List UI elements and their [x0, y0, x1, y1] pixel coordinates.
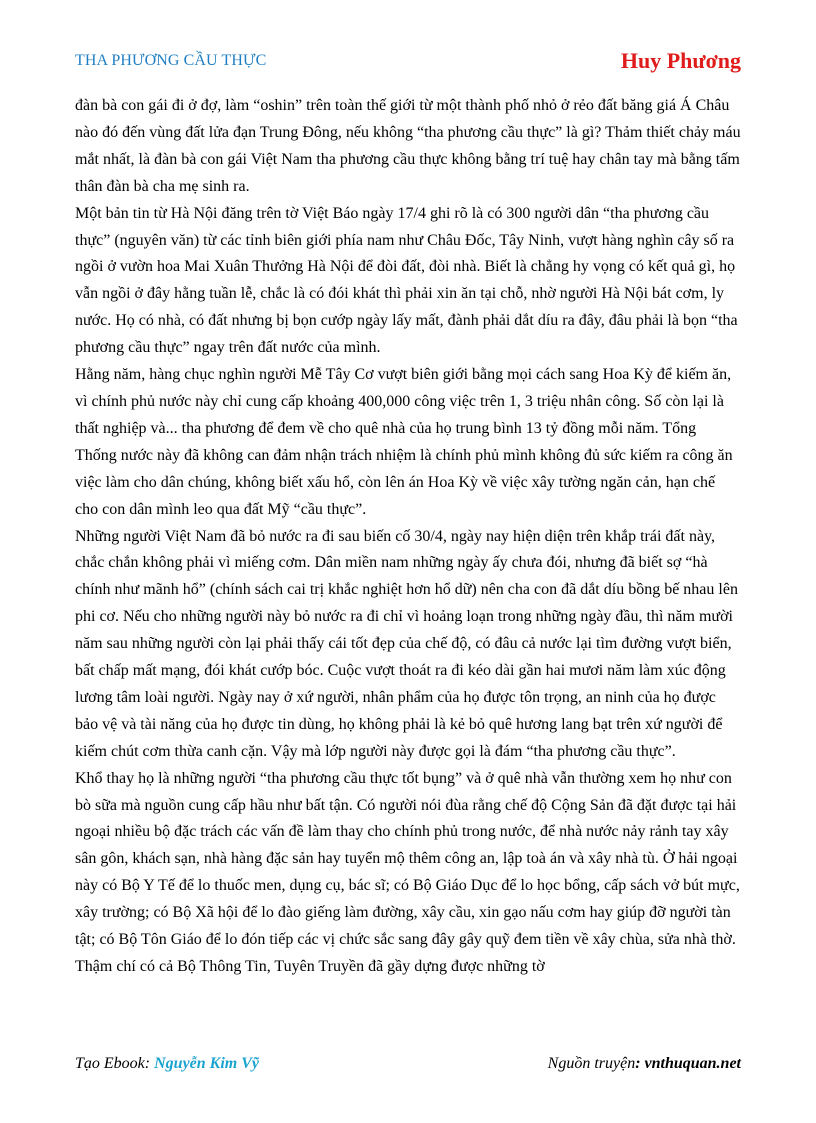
- page-header: [75, 48, 741, 76]
- page-body: [75, 93, 741, 981]
- ebook-creator-name: Nguyễn Kim Vỹ: [154, 1055, 259, 1072]
- ebook-separator: :: [144, 1055, 155, 1072]
- ebook-label: Tạo Ebook: [75, 1055, 145, 1072]
- page-footer: [75, 1055, 741, 1077]
- author-name: Huy Phương: [620, 48, 741, 73]
- paragraph: Những người Việt Nam đã bỏ nước ra đi sau biến cố 30/4, ngày nay hiện diện trên khắp trái đất này, chắc chắn không phải vì miếng cơm. Dân miền nam những ngày ấy chưa đói, nhưng đã biết sợ “hà chính như mãnh hổ” (chính sách cai trị khắc nghiệt hơn hổ dữ) nên cha con đã dắt díu bồng bế nhau lên phi cơ. Nếu cho những người này bỏ nước ra đi chỉ vì hoảng loạn trong những ngày đầu, thì năm mười năm sau những người còn lại phải thấy cái tốt đẹp của chế độ, có đâu cả nước lại tìm đường vượt biển, bất chấp mất mạng, đói khát cướp bóc. Cuộc vượt thoát ra đi kéo dài gần hai mươi năm làm xúc động lương tâm loài người. Ngày nay ở xứ người, nhân phẩm của họ được tôn trọng, an ninh của họ được bảo vệ và tài năng của họ được tin dùng, họ không phải là kẻ bỏ quê hương lang bạt trên xứ người để kiếm chút cơm thừa canh cặn. Vậy mà lớp người này được gọi là đám “tha phương cầu thực”.: [75, 527, 738, 760]
- paragraph: Một bản tin từ Hà Nội đăng trên tờ Việt Báo ngày 17/4 ghi rõ là có 300 người dân “tha phương cầu thực” (nguyên văn) từ các tỉnh biên giới phía nam như Châu Đốc, Tây Ninh, vượt hàng nghìn cây số ra ngồi ở vườn hoa Mai Xuân Thưởng Hà Nội để đòi đất, đòi nhà. Biết là chẳng hy vọng có kết quả gì, họ vẫn ngồi ở đây hằng tuần lễ, chắc là có đói khát thì phải xin ăn tại chỗ, nhờ người Hà Nội bát cơm, ly nước. Họ có nhà, có đất nhưng bị bọn cướp ngày lấy mất, đành phải dắt díu ra đây, đâu phải là bọn “tha phương cầu thực” ngay trên đất nước của mình.: [75, 204, 738, 357]
- ebook-credit: [75, 1055, 259, 1073]
- paragraph: Hằng năm, hàng chục nghìn người Mễ Tây Cơ vượt biên giới bằng mọi cách sang Hoa Kỳ để kiếm ăn, vì chính phủ nước này chỉ cung cấp khoảng 400,000 công việc trên 1, 3 triệu nhân công. Số còn lại là thất nghiệp và... tha phương để đem về cho quê nhà của họ trung bình 13 tỷ đồng mỗi năm. Tổng Thống nước này đã không can đảm nhận trách nhiệm là chính phủ mình không đủ sức kiếm ra công ăn việc làm cho dân chúng, không biết xấu hổ, còn lên án Hoa Kỳ về việc xây tường ngăn cản, hạn chế cho con dân mình leo qua đất Mỹ “cầu thực”.: [75, 366, 733, 518]
- book-title: THA PHƯƠNG CẦU THỰC: [75, 52, 267, 69]
- paragraph: đàn bà con gái đi ở đợ, làm “oshin” trên toàn thế giới từ một thành phố nhỏ ở rẻo đất băng giá Á Châu nào đó đến vùng đất lửa đạn Trung Đông, nếu không “tha phương cầu thực” là gì? Thảm thiết chảy máu mắt nhất, là đàn bà con gái Việt Nam tha phương cầu thực không bằng trí tuệ hay chân tay mà bằng tấm thân đàn bà cha mẹ sinh ra.: [75, 97, 741, 195]
- source-separator: :: [635, 1055, 645, 1072]
- source-site: vnthuquan.net: [644, 1055, 741, 1072]
- source-label: Nguồn truyện: [547, 1055, 636, 1072]
- source-credit: [548, 1055, 741, 1073]
- paragraph: Khổ thay họ là những người “tha phương cầu thực tốt bụng” và ở quê nhà vẫn thường xem họ như con bò sữa mà nguồn cung cấp hầu như bất tận. Có người nói đùa rằng chế độ Cộng Sản đã đặt được tại hải ngoại nhiều bộ đặc trách các vấn đề làm thay cho chính phủ trong nước, để nhà nước nảy rảnh tay xây sân gôn, khách sạn, nhà hàng đặc sản hay tuyển mộ thêm công an, lập toà án và xây nhà tù. Ở hải ngoại này có Bộ Y Tế để lo thuốc men, dụng cụ, bác sĩ; có Bộ Giáo Dục để lo học bổng, cấp sách vở bút mực, xây trường; có Bộ Xã hội để lo đào giếng làm đường, xây cầu, xin gạo nấu cơm hay giúp đỡ người tàn tật; có Bộ Tôn Giáo để lo đón tiếp các vị chức sắc sang đây gây quỹ đem tiền về xây chùa, sửa nhà thờ. Thậm chí có cả Bộ Thông Tin, Tuyên Truyền đã gầy dựng được những tờ: [75, 769, 740, 975]
